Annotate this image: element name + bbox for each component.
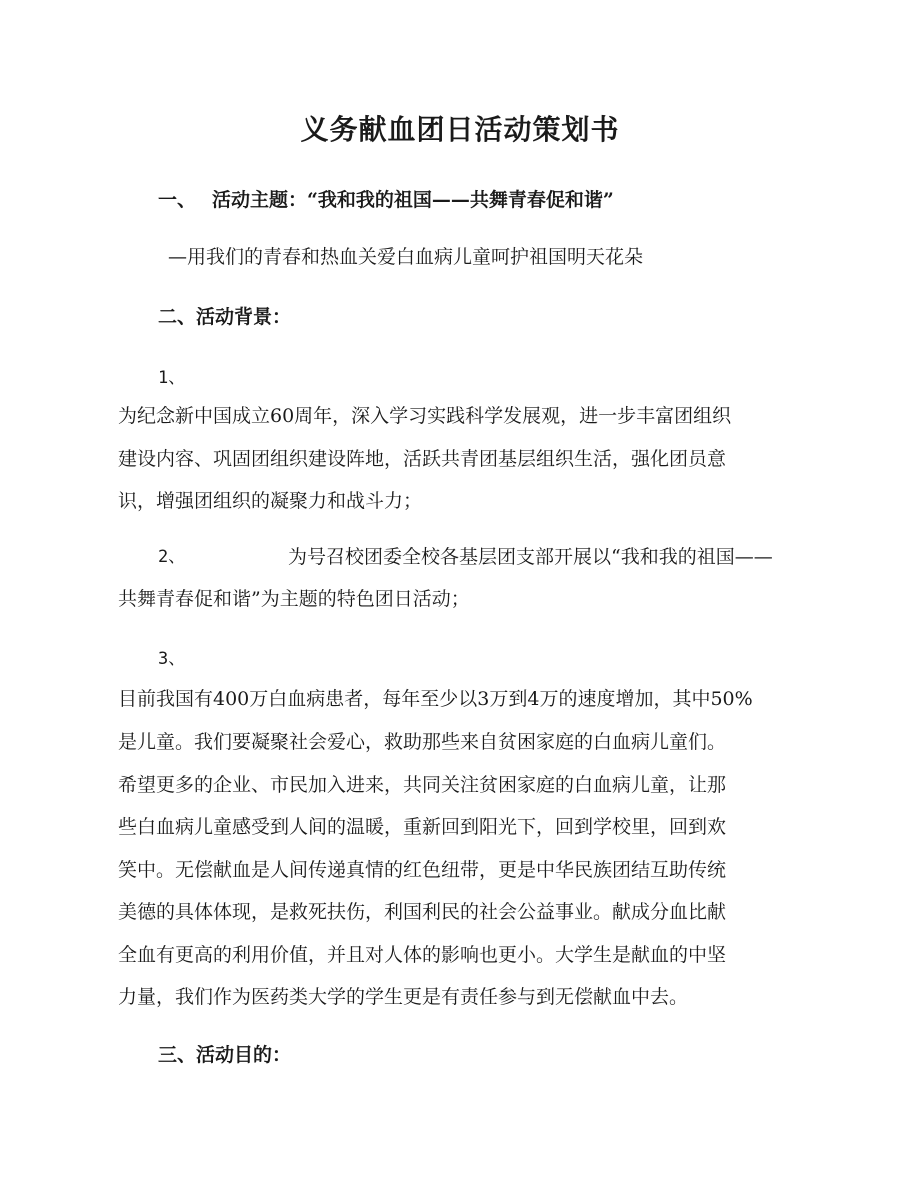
item1-number: 1、 [158, 368, 186, 388]
item1-line-2: 建设内容、巩固团组织建设阵地，活跃共青团基层组织生活，强化团员意 [118, 448, 727, 470]
section1-number: 一、 [158, 189, 197, 211]
section3-heading: 三、活动目的： [158, 1044, 292, 1066]
item1-line-3: 识，增强团组织的凝聚力和战斗力； [118, 490, 423, 512]
item3-line-2: 是儿童。我们要凝聚社会爱心，救助那些来自贫困家庭的白血病儿童们。 [118, 731, 727, 753]
item2-line-2: 共舞青春促和谐”为主题的特色团日活动； [118, 588, 470, 610]
section1-theme: 活动主题：“我和我的祖国——共舞青春促和谐” [212, 189, 614, 211]
item3-line-4: 些白血病儿童感受到人间的温暖，重新回到阳光下，回到学校里，回到欢 [118, 816, 727, 838]
section2-heading: 二、活动背景： [158, 306, 292, 328]
item3-number: 3、 [158, 649, 186, 669]
item3-line-3: 希望更多的企业、市民加入进来，共同关注贫困家庭的白血病儿童，让那 [118, 774, 727, 796]
item2-number: 2、 [158, 547, 186, 567]
item3-line-5: 笑中。无偿献血是人间传递真情的红色纽带，更是中华民族团结互助传统 [118, 859, 727, 881]
item3-line-6: 美德的具体体现，是救死扶伤，利国利民的社会公益事业。献成分血比献 [118, 901, 727, 923]
item3-line-7: 全血有更高的利用价值，并且对人体的影响也更小。大学生是献血的中坚 [118, 944, 727, 966]
document-title: 义务献血团日活动策划书 [300, 113, 620, 146]
item3-line-1: 目前我国有400万白血病患者，每年至少以3万到4万的速度增加，其中50% [118, 688, 753, 710]
section1-subtitle: —用我们的青春和热血关爱白血病儿童呵护祖国明天花朵 [168, 246, 644, 268]
item1-line-1: 为纪念新中国成立60周年，深入学习实践科学发展观，进一步丰富团组织 [118, 405, 732, 427]
item3-line-8: 力量，我们作为医药类大学的学生更是有责任参与到无偿献血中去。 [118, 986, 689, 1008]
item2-line-1: 为号召校团委全校各基层团支部开展以“我和我的祖国—— [288, 546, 773, 568]
